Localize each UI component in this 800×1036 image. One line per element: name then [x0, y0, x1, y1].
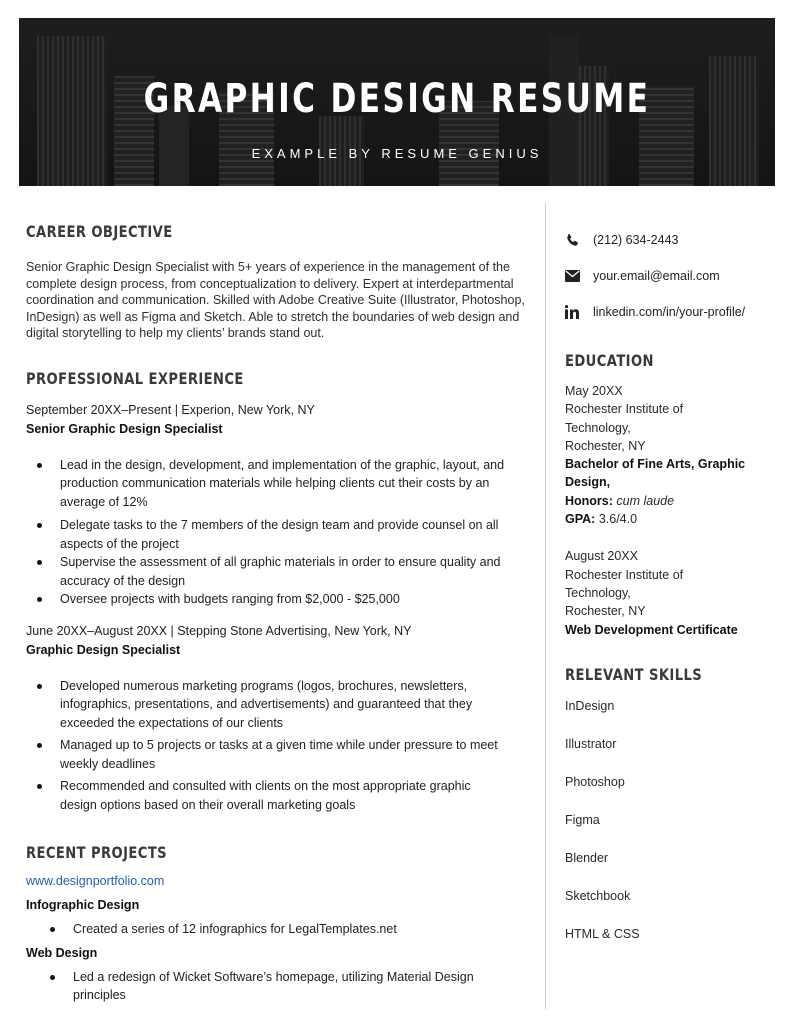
skill-item: Figma — [565, 812, 600, 827]
project-title: Web Design — [26, 945, 98, 960]
list-item: Developed numerous marketing programs (logos, brochures, newsletters, infographics, presentations, and advertisements) and guaranteed that they exceeded the expectations of our clients — [60, 677, 505, 733]
objective-text: Senior Graphic Design Specialist with 5+ years of experience in the management of the complete design process, from conceptualization to delivery. Expert at interdepartmental coordination and communication. Skilled with Adobe Creative Suite (Illustrator, Photoshop, InDesign) as well as Figma and Sketch. Able to stretch the boundaries of web design and digital storytelling to help my clients’ brands stand out. — [26, 260, 525, 340]
main-column — [26, 222, 526, 1005]
email-address[interactable]: your.email@email.com — [593, 269, 720, 283]
job-role: Senior Graphic Design Specialist — [26, 421, 223, 436]
skill-item: Blender — [565, 850, 609, 865]
skills-heading: RELEVANT SKILLS — [565, 664, 703, 684]
resume-title: GRAPHIC DESIGN RESUME — [143, 76, 651, 122]
contact-phone — [565, 222, 775, 258]
list-item: Led a redesign of Wicket Software’s homepage, utilizing Material Design principles — [73, 968, 526, 1005]
contact-linkedin — [565, 294, 775, 330]
phone-icon — [565, 233, 593, 248]
list-item: Supervise the assessment of all graphic materials in order to ensure quality and accuracy of the design — [60, 553, 505, 590]
job-bullets — [60, 456, 505, 609]
job-meta: September 20XX–Present | Experion, New York, NY — [26, 402, 315, 417]
linkedin-url[interactable]: linkedin.com/in/your-profile/ — [593, 305, 746, 319]
skill-item: Photoshop — [565, 774, 625, 789]
list-item: Created a series of 12 infographics for LegalTemplates.net — [73, 920, 526, 939]
project-bullets — [73, 968, 526, 1005]
job-role: Graphic Design Specialist — [26, 642, 181, 657]
list-item: Managed up to 5 projects or tasks at a given time while under pressure to meet weekly deadlines — [60, 736, 505, 773]
skill-item: Illustrator — [565, 736, 617, 751]
skill-item: Sketchbook — [565, 888, 631, 903]
sidebar-column — [565, 230, 775, 965]
skill-item: InDesign — [565, 698, 615, 713]
envelope-icon — [565, 270, 593, 282]
list-item: Lead in the design, development, and implementation of the graphic, layout, and production communication materials while helping clients cut their costs by an average of 12% — [60, 456, 505, 512]
list-item: Oversee projects with budgets ranging from $2,000 - $25,000 — [60, 590, 505, 609]
project-bullets — [73, 920, 526, 939]
column-divider — [545, 203, 546, 1009]
education-heading: EDUCATION — [565, 351, 654, 370]
job-bullets — [60, 677, 505, 815]
project-title: Infographic Design — [26, 898, 140, 912]
job-entry — [26, 622, 526, 815]
job-meta: June 20XX–August 20XX | Stepping Stone Advertising, New York, NY — [26, 623, 412, 638]
skill-item: HTML & CSS — [565, 926, 640, 941]
objective-heading: CAREER OBJECTIVE — [26, 222, 173, 241]
portfolio-link[interactable]: www.designportfolio.com — [26, 874, 165, 888]
skills-list — [565, 699, 775, 965]
education-entry: August 20XX Rochester Institute of Technology, Rochester, NY Web Development Certificate — [565, 549, 738, 637]
job-entry — [26, 401, 526, 609]
projects-heading: RECENT PROJECTS — [26, 843, 168, 862]
list-item: Recommended and consulted with clients on the most appropriate graphic design options based on their overall marketing goals — [60, 777, 505, 814]
header-banner — [19, 18, 775, 186]
list-item: Delegate tasks to the 7 members of the design team and provide counsel on all aspects of the project — [60, 516, 505, 553]
experience-heading: PROFESSIONAL EXPERIENCE — [26, 368, 244, 388]
contact-email — [565, 258, 775, 294]
education-entry: May 20XX Rochester Institute of Technology, Rochester, NY Bachelor of Fine Arts, Graphic Design, Honors: cum laude GPA: 3.6/4.0 — [565, 384, 746, 527]
phone-number[interactable]: (212) 634-2443 — [593, 233, 679, 247]
linkedin-icon — [565, 305, 593, 319]
resume-subtitle: EXAMPLE BY RESUME GENIUS — [251, 146, 543, 161]
